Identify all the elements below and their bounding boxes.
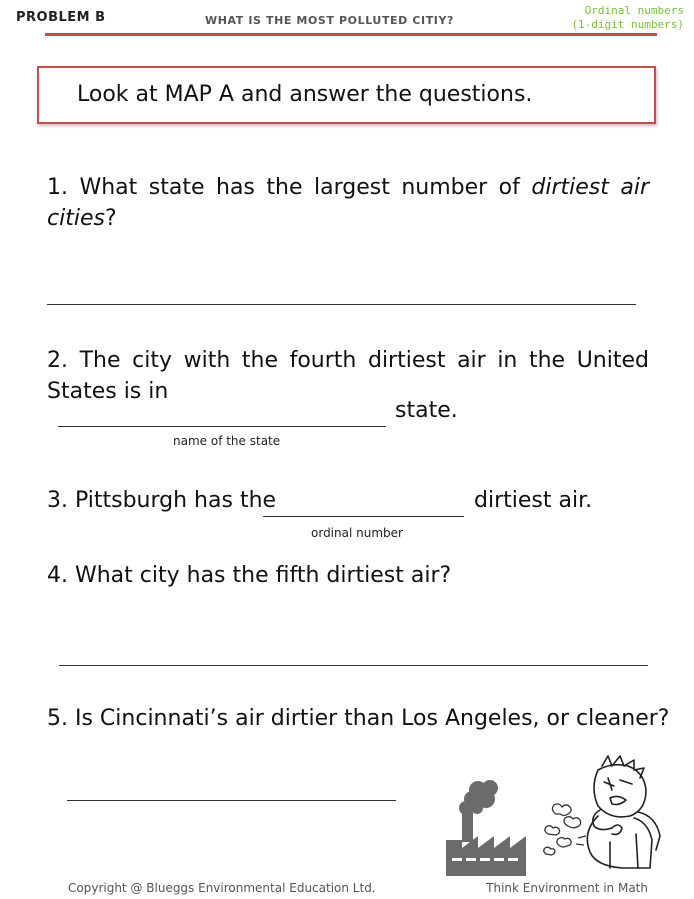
question-3-text: 3. Pittsburgh has the <box>47 488 277 513</box>
question-2-after: state. <box>395 398 458 423</box>
copyright-text: Copyright @ Blueggs Environmental Education Ltd. <box>68 881 376 895</box>
answer-line-4[interactable] <box>59 665 648 666</box>
question-2-text: 2. The city with the fourth dirtiest air in the United States is in <box>47 348 649 404</box>
header-divider <box>45 33 657 36</box>
coughing-child-icon <box>538 752 668 874</box>
question-3-after: dirtiest air. <box>474 488 593 513</box>
problem-label: PROBLEM B <box>16 10 106 25</box>
answer-line-5[interactable] <box>67 800 396 801</box>
worksheet-title: WHAT IS THE MOST POLLUTED CITIY? <box>205 14 455 27</box>
question-1 <box>47 172 649 234</box>
topic-tag-line2: (1-digit numbers) <box>571 18 684 31</box>
instruction-box <box>37 66 656 124</box>
answer-line-2[interactable] <box>58 426 386 427</box>
answer-line-3[interactable] <box>263 516 464 517</box>
answer-hint-2: name of the state <box>173 434 281 448</box>
answer-hint-3: ordinal number <box>311 526 403 540</box>
question-1-emphasis: dirtiest air cities <box>47 175 649 231</box>
question-1-suffix: ? <box>104 206 117 231</box>
question-4-text: 4. What city has the fifth dirtiest air? <box>47 563 452 588</box>
question-1-text: 1. What state has the largest number of <box>47 175 532 200</box>
instruction-text: Look at MAP A and answer the questions. <box>77 82 533 107</box>
topic-tag-line1: Ordinal numbers <box>584 4 684 17</box>
topic-tag <box>571 4 684 32</box>
factory-smoke-icon <box>442 778 532 882</box>
answer-line-1[interactable] <box>47 304 636 305</box>
question-5-text: 5. Is Cincinnati’s air dirtier than Los Angeles, or cleaner? <box>47 706 670 731</box>
footer-tagline: Think Environment in Math <box>486 881 648 895</box>
